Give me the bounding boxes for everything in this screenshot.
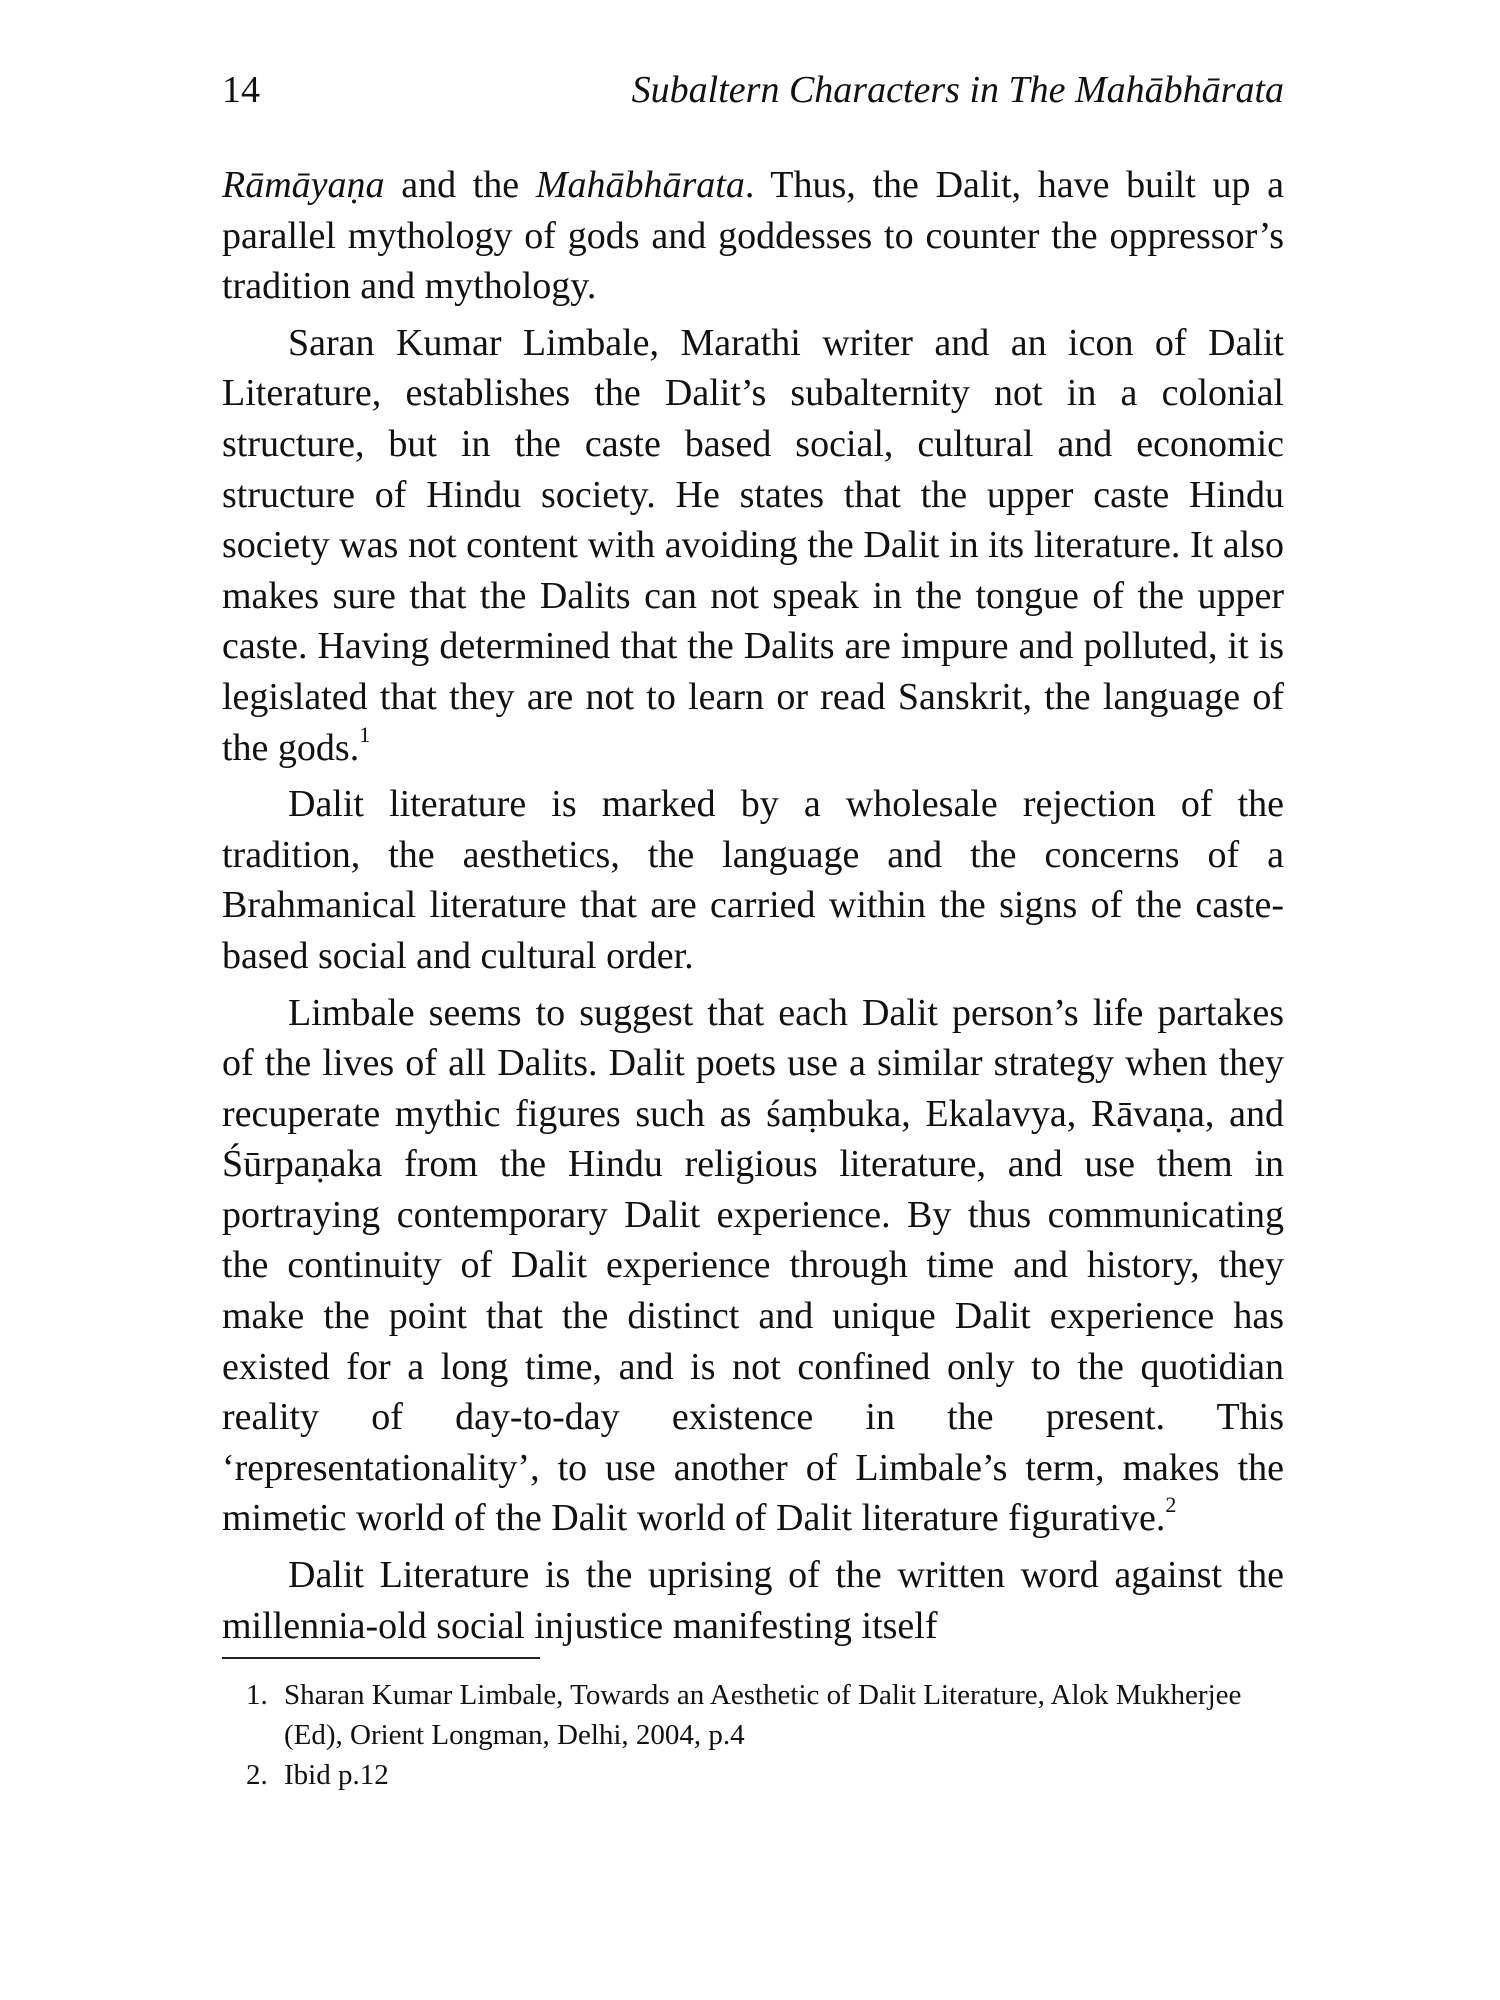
paragraph-4 xyxy=(222,988,1284,1545)
paragraph-5-text: Dalit Literature is the uprising of the written word against the millennia-old social injustice manifesting itself xyxy=(222,1554,1284,1647)
book-title: Subaltern Characters in The Mahābhārata xyxy=(631,69,1284,111)
running-head xyxy=(222,60,1284,120)
footnote-ref-2[interactable]: 2 xyxy=(1165,1492,1177,1518)
body-text xyxy=(222,160,1284,1651)
footnote-text: Sharan Kumar Limbale, Towards an Aesthetic of Dalit Literature, Alok Mukherjee (Ed), Orient Longman, Delhi, 2004, p.4 xyxy=(284,1679,1242,1752)
footnote-number: 2. xyxy=(246,1759,268,1792)
book-page xyxy=(222,60,1284,1795)
paragraph-3 xyxy=(222,779,1284,981)
paragraph-4-text: Limbale seems to suggest that each Dalit person’s life partakes of the lives of all Dalits. Dalit poets use a similar strategy when they recuperate mythic figures such as śaṃbuka, Ekalavya, Rāvaṇa, and Śūrpaṇaka from the Hindu religious literature, and use them in portraying contemporary Dalit experience. By thus communicating the continuity of Dalit experience through time and history, they make the point that the distinct and unique Dalit experience has existed for a long time, and is not confined only to the quotidian reality of day-to-day existence in the present. This ‘representationality’, to use another of Limbale’s term, makes the mimetic world of the Dalit world of Dalit literature figurative. xyxy=(222,991,1284,1540)
footnote-2 xyxy=(222,1755,1284,1795)
ramayana-title: Rāmāyaṇa xyxy=(222,164,385,206)
paragraph-3-text: Dalit literature is marked by a wholesale rejection of the tradition, the aesthetics, the language and the concerns of a Brahmanical literature that are carried within the signs of the caste-based social and cultural order. xyxy=(222,783,1284,977)
page-number: 14 xyxy=(222,69,260,111)
footnote-ref-1[interactable]: 1 xyxy=(359,721,371,747)
paragraph-2-text: Saran Kumar Limbale, Marathi writer and an icon of Dalit Literature, establishes the Dalit’s subalternity not in a colonial structure, but in the caste based social, cultural and economic structure of Hindu society. He states that the upper caste Hindu society was not content with avoiding the Dalit in its literature. It also makes sure that the Dalits can not speak in the tongue of the upper caste. Having determined that the Dalits are impure and polluted, it is legislated that they are not to learn or read Sanskrit, the language of the gods. xyxy=(222,321,1284,769)
paragraph-1-text-b: . Thus, the Dalit, have built up a parallel mythology of gods and goddesses to counter the oppressor’s tradition and mythology. xyxy=(222,164,1284,308)
paragraph-1 xyxy=(222,160,1284,312)
mahabharata-title: Mahābhārata xyxy=(535,164,745,206)
footnotes xyxy=(222,1675,1284,1795)
footnote-1 xyxy=(222,1675,1284,1755)
footnote-divider xyxy=(222,1657,540,1659)
paragraph-1-text-a: and the xyxy=(384,164,536,206)
paragraph-2 xyxy=(222,318,1284,773)
paragraph-5 xyxy=(222,1550,1284,1651)
footnote-number: 1. xyxy=(246,1679,268,1712)
footnote-text: Ibid p.12 xyxy=(284,1759,389,1792)
